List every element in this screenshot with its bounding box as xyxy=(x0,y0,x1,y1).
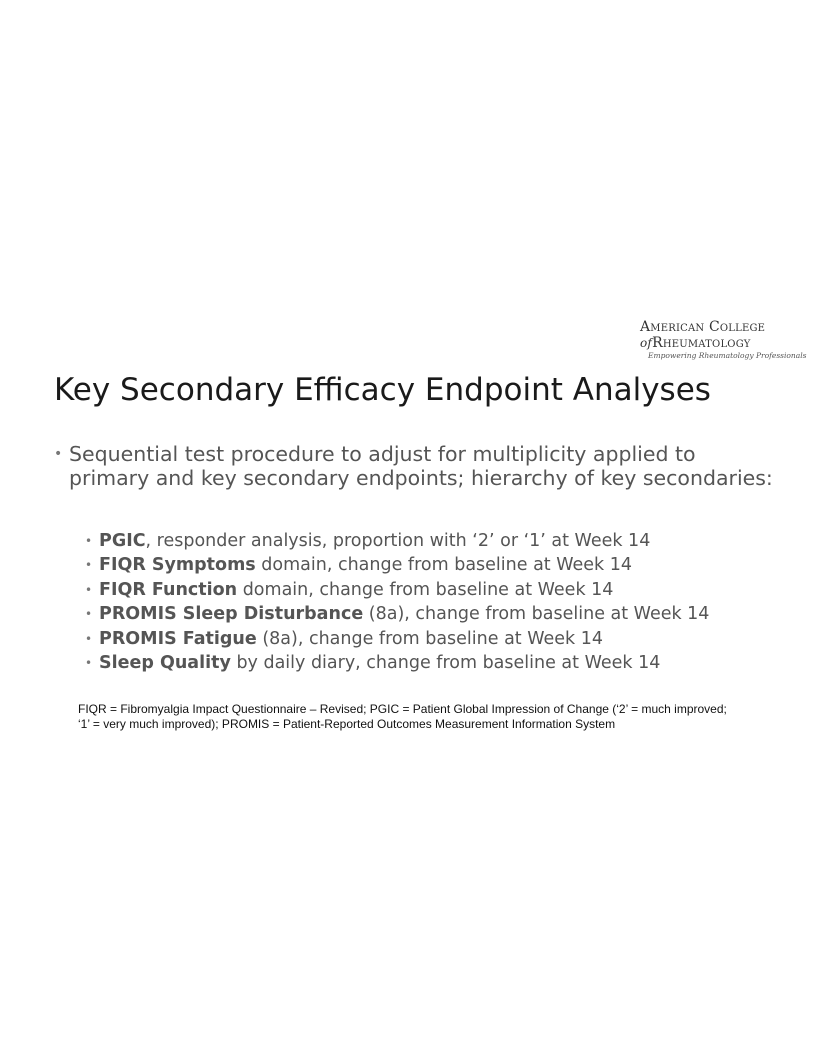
list-item xyxy=(85,602,785,626)
main-bullet xyxy=(54,442,774,490)
endpoint-name: PGIC xyxy=(99,531,146,551)
logo-line-2 xyxy=(640,335,790,351)
bullet-dot-icon: • xyxy=(85,631,93,646)
acr-logo xyxy=(640,319,807,361)
list-item xyxy=(85,553,785,577)
bullet-dot-icon: • xyxy=(85,558,93,573)
list-item xyxy=(85,529,785,553)
endpoint-name: PROMIS Sleep Disturbance xyxy=(99,604,364,625)
endpoint-detail: domain, change from baseline at Week 14 xyxy=(255,555,633,576)
list-item xyxy=(85,627,785,651)
endpoint-detail: , responder analysis, proportion with ‘2’ or ‘1’ at Week 14 xyxy=(145,531,651,551)
bullet-dot-icon: • xyxy=(85,582,93,597)
list-item xyxy=(85,578,785,602)
logo-line-1: American College xyxy=(640,319,766,335)
list-item xyxy=(85,651,785,675)
bullet-dot-icon: • xyxy=(54,446,63,462)
endpoint-name: FIQR Function xyxy=(99,579,238,600)
abbreviations-footnote: FIQR = Fibromyalgia Impact Questionnaire – Revised; PGIC = Patient Global Impression of Change (‘2’ = much improved; ‘1’ = very much improved); PROMIS = Patient-Reported Outcomes Measurement Information System xyxy=(78,702,727,731)
logo-tagline: Empowering Rheumatology Professionals xyxy=(648,351,807,360)
endpoint-detail: (8a), change from baseline at Week 14 xyxy=(256,628,604,649)
endpoint-detail: by daily diary, change from baseline at Week 14 xyxy=(230,653,661,674)
bullet-dot-icon: • xyxy=(85,534,93,548)
slide-title: Key Secondary Efficacy Endpoint Analyses xyxy=(54,372,711,408)
endpoint-name: Sleep Quality xyxy=(99,653,231,674)
bullet-dot-icon: • xyxy=(85,656,93,671)
logo-of: of xyxy=(640,336,653,350)
logo-rheumatology: Rheumatology xyxy=(652,335,751,351)
bullet-dot-icon: • xyxy=(85,607,93,622)
endpoint-detail: (8a), change from baseline at Week 14 xyxy=(363,604,710,625)
main-bullet-text: Sequential test procedure to adjust for multiplicity applied to primary and key secondary endpoints; hierarchy of key secondaries: xyxy=(69,442,773,490)
endpoint-name: FIQR Symptoms xyxy=(99,555,256,576)
endpoint-name: PROMIS Fatigue xyxy=(99,628,257,649)
endpoint-hierarchy-list xyxy=(85,529,785,675)
endpoint-detail: domain, change from baseline at Week 14 xyxy=(237,579,614,600)
